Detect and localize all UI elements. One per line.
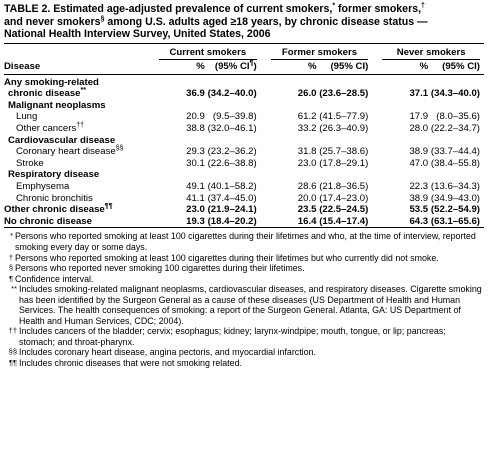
ci-cell — [316, 74, 372, 88]
ci-cell: (15.4–17.4) — [319, 215, 369, 227]
percent-cell — [149, 74, 205, 88]
table-row — [4, 100, 484, 112]
ci-cell: (18.4–20.2) — [207, 215, 257, 227]
ci-cell: (23.2–36.2) — [207, 146, 257, 158]
group-header-row — [4, 44, 484, 61]
table-row — [4, 181, 484, 193]
footnote — [4, 253, 484, 264]
column-header-pct: % — [196, 61, 205, 73]
percent-cell: 28.6 — [297, 181, 317, 193]
ci-cell: (22.6–38.8) — [207, 157, 257, 169]
ci-cell — [205, 100, 261, 112]
ci-cell: (21.9–24.1) — [207, 204, 257, 216]
ci-cell — [428, 169, 484, 181]
percent-cell: 26.0 — [297, 88, 317, 100]
title-line-2b: among U.S. adults aged ≥18 years, by chronic disease status — — [104, 15, 428, 28]
disease-cell: Emphysema — [16, 181, 70, 193]
percent-cell: 37.1 — [409, 88, 429, 100]
group-header-blank — [4, 44, 149, 61]
ci-cell: (21.8–36.5) — [319, 181, 369, 193]
column-header-ci: (95% CI) — [330, 61, 369, 73]
ci-cell: (9.5–39.8) — [212, 111, 257, 123]
footnote-mark: * — [10, 231, 13, 241]
footnotes — [4, 231, 484, 368]
footnote-mark: § — [8, 263, 13, 273]
ci-cell: (22.2–34.7) — [430, 123, 480, 135]
disease-cell: Lung — [16, 111, 38, 123]
footnote-text: Persons who reported smoking at least 100 cigarettes during their lifetimes but who currently did not smoke. — [15, 252, 439, 263]
footnote-text: Persons who reported smoking at least 100 cigarettes during their lifetimes and who, at the time of interview, reported smoking every day or some days. — [15, 231, 476, 252]
footnote — [4, 358, 484, 369]
percent-cell: 28.0 — [409, 123, 429, 135]
percent-cell: 47.0 — [409, 157, 429, 169]
disease-cell: No chronic disease — [4, 215, 92, 227]
table-body — [4, 74, 484, 228]
percent-cell — [261, 74, 317, 88]
column-header-disease: Disease — [4, 61, 41, 73]
table-row — [4, 169, 484, 181]
table-row — [4, 158, 484, 170]
ci-cell — [316, 135, 372, 147]
footnote-text: Confidence interval. — [15, 273, 94, 284]
percent-cell — [261, 135, 317, 147]
title-footnote-mark: § — [100, 14, 105, 22]
percent-cell: 17.9 — [409, 111, 429, 123]
footnote-mark: ¶ — [8, 273, 13, 283]
title-line-1: TABLE 2. Estimated age-adjusted prevalence of current smokers, — [4, 3, 333, 15]
group-header-former: Former smokers — [261, 44, 373, 61]
ci-cell: (38.4–55.8) — [430, 157, 480, 169]
ci-cell: (63.1–65.6) — [430, 215, 480, 227]
ci-cell: (34.3–40.0) — [430, 88, 480, 100]
footnote-mark: † — [8, 252, 13, 262]
title-line-3: National Health Interview Survey, United States, 2006 — [4, 28, 271, 40]
ci-cell: (23.6–28.5) — [319, 88, 369, 100]
footnote-text: Includes coronary heart disease, angina pectoris, and myocardial infarction. — [19, 347, 316, 358]
ci-cell: (17.4–23.0) — [319, 192, 369, 204]
footnote-mark: †† — [8, 326, 17, 336]
percent-cell: 49.1 — [186, 181, 205, 193]
ci-cell: (41.5–77.9) — [319, 111, 369, 123]
percent-cell — [372, 135, 428, 147]
footnote — [4, 284, 484, 326]
ci-cell: (33.7–44.4) — [430, 146, 480, 158]
percent-cell: 20.0 — [297, 192, 317, 204]
footnote — [4, 231, 484, 252]
table-row — [4, 204, 484, 216]
percent-cell: 33.2 — [297, 123, 317, 135]
ci-cell — [316, 169, 372, 181]
ci-cell — [428, 135, 484, 147]
column-header-pct: % — [307, 61, 317, 73]
ci-cell: (22.5–24.5) — [319, 204, 369, 216]
footnote-text: Includes cancers of the bladder; cervix; esophagus; kidney; larynx-windpipe; mouth, tongue, or lip; pancreas; stomach; and throat-pharynx. — [19, 326, 446, 347]
table-row — [4, 135, 484, 147]
percent-cell — [149, 135, 205, 147]
ci-cell: (25.7–38.6) — [319, 146, 369, 158]
percent-cell: 22.3 — [409, 181, 429, 193]
percent-cell — [149, 100, 205, 112]
title-line-2a: and never smokers — [4, 15, 101, 28]
percent-cell: 61.2 — [297, 111, 317, 123]
percent-cell — [261, 100, 317, 112]
table-row — [4, 74, 484, 88]
percent-cell: 38.9 — [409, 192, 429, 204]
percent-cell: 20.9 — [186, 111, 205, 123]
table-row — [4, 216, 484, 228]
disease-cell: Respiratory disease — [8, 169, 100, 181]
footnote — [4, 263, 484, 274]
disease-cell: Cardiovascular disease — [8, 134, 116, 146]
disease-cell: Other chronic disease¶¶ — [4, 203, 113, 216]
disease-cell: Malignant neoplasms — [8, 99, 106, 111]
title-footnote-mark: † — [421, 2, 425, 10]
percent-cell — [372, 74, 428, 88]
percent-cell — [372, 169, 428, 181]
ci-cell: (34.2–40.0) — [207, 88, 257, 100]
table-row — [4, 123, 484, 135]
percent-cell: 36.9 — [186, 88, 205, 100]
ci-cell: (17.8–29.1) — [319, 157, 369, 169]
percent-cell: 23.0 — [297, 157, 317, 169]
ci-cell: (40.1–58.2) — [207, 181, 257, 193]
percent-cell — [372, 100, 428, 112]
ci-cell: (52.2–54.9) — [430, 204, 480, 216]
percent-cell: 30.1 — [186, 157, 205, 169]
footnote-mark: ¶¶ — [8, 357, 17, 367]
table-row — [4, 146, 484, 158]
percent-cell: 23.0 — [186, 204, 205, 216]
disease-cell: Any smoking-related — [4, 76, 99, 88]
column-header-ci: (95% CI) — [442, 61, 480, 73]
column-header-ci: (95% CI¶) — [214, 59, 257, 73]
group-header-current: Current smokers — [149, 44, 261, 61]
footnote — [4, 326, 484, 347]
footnote — [4, 347, 484, 358]
percent-cell: 38.9 — [409, 146, 429, 158]
ci-cell — [428, 100, 484, 112]
group-header-never: Never smokers — [372, 44, 484, 61]
table-row — [4, 193, 484, 205]
percent-cell: 19.3 — [186, 215, 205, 227]
footnote-mark: §§ — [8, 347, 17, 357]
table-row — [4, 88, 484, 100]
percent-cell: 53.5 — [409, 204, 429, 216]
footnote-text: Includes chronic diseases that were not smoking related. — [19, 357, 242, 368]
ci-cell — [205, 135, 261, 147]
percent-cell — [261, 169, 317, 181]
disease-cell: Coronary heart disease§§ — [16, 145, 124, 158]
column-header-pct: % — [419, 61, 429, 73]
percent-cell: 31.8 — [297, 146, 317, 158]
ci-cell — [428, 74, 484, 88]
percent-cell: 29.3 — [186, 146, 205, 158]
ci-cell: (13.6–34.3) — [430, 181, 480, 193]
disease-cell: Other cancers†† — [16, 121, 85, 135]
percent-cell: 64.3 — [409, 215, 429, 227]
disease-cell: Chronic bronchitis — [16, 192, 93, 204]
title-line-1b: former smokers, — [335, 3, 422, 15]
footnote-mark: ** — [11, 284, 17, 294]
table-title — [4, 3, 484, 41]
ci-cell: (8.0–35.6) — [436, 111, 480, 123]
percent-cell: 16.4 — [297, 215, 317, 227]
footnote-text: Persons who reported never smoking 100 cigarettes during their lifetimes. — [15, 263, 305, 274]
percent-cell — [149, 169, 205, 181]
ci-cell: (32.0–46.1) — [207, 123, 257, 135]
percent-cell: 41.1 — [186, 192, 205, 204]
title-footnote-mark: * — [332, 2, 336, 10]
ci-cell: (37.4–45.0) — [207, 192, 257, 204]
footnote-text: Includes smoking-related malignant neoplasms, cardiovascular diseases, and respiratory diseases. Cigarette smoking has been identified by the Surgeon General as a cause of these diseases (US Department of Health and Human Services. The health consequences of smoking: a report of the Surgeon General. Atlanta, GA: US Department of Health and Human Services, CDC; 2004). — [19, 284, 482, 326]
column-header-row — [4, 60, 484, 74]
prevalence-table — [4, 44, 484, 229]
disease-cell: Stroke — [16, 157, 44, 169]
disease-cell: chronic disease** — [8, 87, 86, 100]
ci-cell — [205, 74, 261, 88]
ci-cell: (26.3–40.9) — [319, 123, 369, 135]
ci-cell — [316, 100, 372, 112]
footnote — [4, 274, 484, 285]
percent-cell: 23.5 — [297, 204, 317, 216]
ci-cell — [205, 169, 261, 181]
percent-cell: 38.8 — [186, 123, 205, 135]
ci-cell: (34.9–43.0) — [430, 192, 480, 204]
